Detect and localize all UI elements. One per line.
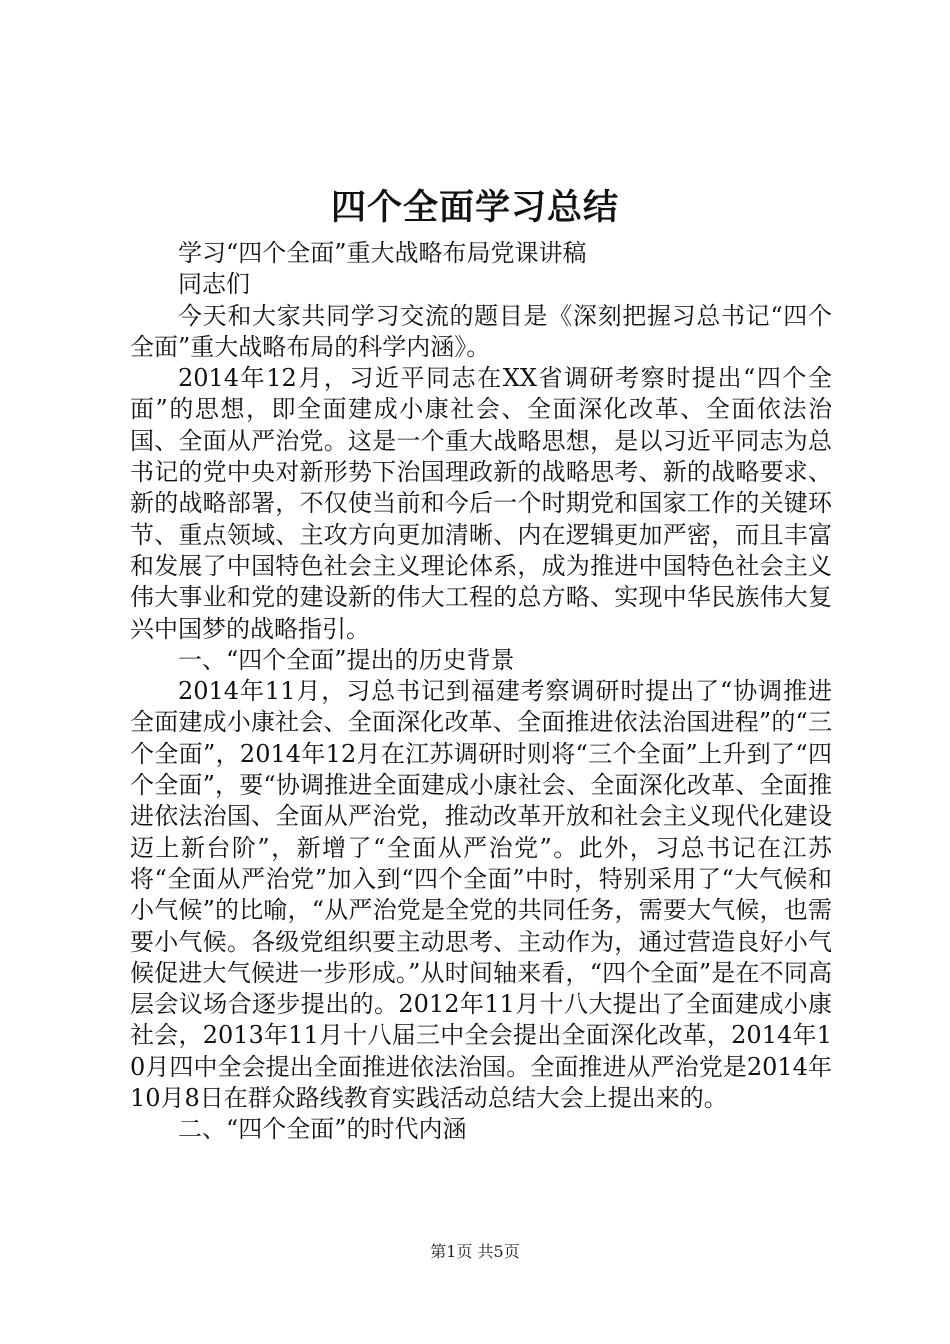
body-paragraph: 2014年12月，习近平同志在XX省调研考察时提出“四个全面”的思想，即全面建成小康社会、全面深化改革、全面依法治国、全面从严治党。这是一个重大战略思想，是以习近平同志为总书记的党中央对新形势下治国理政新的战略思考、新的战略要求、新的战略部署，不仅使当前和今后一个时期党和国家工作的关键环节、重点领域、主攻方向更加清晰、内在逻辑更加严密，而且丰富和发展了中国特色社会主义理论体系，成为推进中国特色社会主义伟大事业和党的建设新的伟大工程的总方略、实现中华民族伟大复兴中国梦的战略指引。 (130, 364, 832, 643)
page-footer: 第1页 共5页 (430, 1242, 520, 1261)
salutation-paragraph: 同志们 (178, 270, 250, 299)
section-heading: 二、“四个全面”的时代内涵 (178, 1115, 467, 1144)
document-body (130, 238, 832, 1146)
intro-paragraph: 今天和大家共同学习交流的题目是《深刻把握习总书记“四个全面”重大战略布局的科学内涵》。 (130, 301, 832, 361)
subtitle-paragraph: 学习“四个全面”重大战略布局党课讲稿 (178, 239, 587, 267)
section-heading: 一、“四个全面”提出的历史背景 (178, 645, 515, 674)
document-title: 四个全面学习总结 (330, 187, 619, 228)
body-paragraph: 2014年11月，习总书记到福建考察调研时提出了“协调推进全面建成小康社会、全面深化改革、全面推进依法治国进程”的“三个全面”，2014年12月在江苏调研时则将“三个全面”上升到了“四个全面”，要“协调推进全面建成小康社会、全面深化改革、全面推进依法治国、全面从严治党，推动改革开放和社会主义现代化建设迈上新台阶”，新增了“全面从严治党”。此外，习总书记在江苏将“全面从严治党”加入到“四个全面”中时，特别采用了“大气候和小气候”的比喻，“从严治党是全党的共同任务，需要大气候，也需要小气候。各级党组织要主动思考、主动作为，通过营造良好小气候促进大气候进一步形成。”从时间轴来看，“四个全面”是在不同高层会议场合逐步提出的。2012年11月十八大提出了全面建成小康社会，2013年11月十八届三中全会提出全面深化改革，2014年10月四中全会提出全面推进依法治国。全面推进从严治党是2014年10月8日在群众路线教育实践活动总结大会上提出来的。 (130, 677, 832, 1113)
